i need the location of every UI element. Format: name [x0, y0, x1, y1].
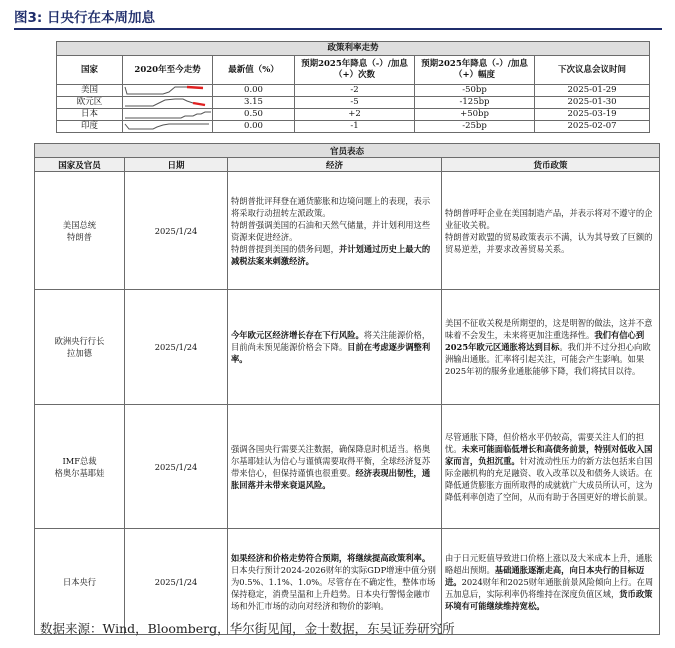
official-title: 欧洲央行行长 [54, 336, 105, 346]
statement-text [445, 552, 656, 612]
header-latest: 最新值（%） [213, 56, 295, 85]
monetary-statement [442, 405, 660, 529]
official-name-cell [35, 290, 125, 405]
country-cell: 欧元区 [57, 97, 123, 109]
header-monetary: 货币政策 [442, 158, 660, 172]
header-next-meeting: 下次议息会议时间 [535, 56, 650, 85]
statement-text [231, 329, 438, 365]
statement-text [231, 552, 438, 612]
statement-text: 针对流动性压力的新方法包括来自国际金融机构的充足融资、收入改革以及和债务人谈话。在降低通货膨胀方面所取得的成就就广大成员所认可，这为降低利率创造了空间，从而有助于各国更好的增长前景。 [445, 455, 653, 502]
policy-row-india [57, 121, 650, 133]
statement-text [231, 243, 438, 267]
next-meeting-cell: 2025-03-19 [535, 109, 650, 121]
official-row-ecb-president [35, 290, 660, 405]
latest-value-cell: 0.00 [213, 121, 295, 133]
header-trend: 2020年至今走势 [123, 56, 213, 85]
statement-text: 。我们并不过分担心向欧洲输出通胀。汇率将引起关注，可能会产生影响。如果2025年初的服务业通胀能够下降，我们将拭目以待。 [445, 342, 651, 376]
monetary-statement [442, 290, 660, 405]
statement-text: 美国不征收关税是所期望的，这是明智的做法，这并不意味着不会发生，未来将更加注重选择性。 [445, 318, 653, 340]
header-economy: 经济 [228, 158, 442, 172]
statement-text: 2024财年和2025财年通胀前景风险倾向上行。在周五加息后，实际利率仍将维持在深度负值区域， [445, 576, 654, 599]
latest-value-cell: 0.50 [213, 109, 295, 121]
latest-value-cell: 3.15 [213, 97, 295, 109]
title-divider [14, 28, 662, 30]
officials-table-banner: 官员表态 [35, 144, 660, 158]
officials-statements-table [34, 143, 660, 635]
official-row-us-president [35, 172, 660, 290]
statement-date: 2025/1/24 [125, 529, 228, 635]
statement-text: 特朗普提到美国的债务问题， [231, 243, 339, 254]
header-cut-count: 预期2025年降息（-）/加息（+）次数 [295, 56, 415, 85]
policy-row-us [57, 85, 650, 97]
economy-statement [228, 172, 442, 290]
economy-statement [228, 290, 442, 405]
trend-sparkline-japan [123, 109, 213, 121]
next-meeting-cell: 2025-01-30 [535, 97, 650, 109]
next-meeting-cell: 2025-02-07 [535, 121, 650, 133]
statement-highlight: 今年欧元区经济增长存在下行风险。 [231, 330, 364, 340]
trend-sparkline-india [123, 121, 213, 133]
policy-row-eurozone [57, 97, 650, 109]
statement-text [231, 443, 438, 491]
cut-count-cell: +2 [295, 109, 415, 121]
sparkline-chart [123, 121, 213, 132]
statement-text [445, 317, 656, 377]
header-official: 国家及官员 [35, 158, 125, 172]
header-cut-bp: 预期2025年降息（-）/加息（+）幅度 [415, 56, 535, 85]
cut-bp-cell: +50bp [415, 109, 535, 121]
cut-bp-cell: -25bp [415, 121, 535, 133]
official-name-cell [35, 172, 125, 290]
monetary-statement [442, 529, 660, 635]
official-row-imf-md [35, 405, 660, 529]
official-name: 格奥尔基耶娃 [54, 467, 105, 478]
statement-highlight: 货币政策环境有可能继续维持宽松。 [445, 588, 653, 611]
trend-sparkline-eurozone [123, 97, 213, 109]
trend-sparkline-us [123, 85, 213, 97]
statement-text: 特朗普对欧盟的贸易政策表示不满，认为其导致了巨额的贸易逆差，并要求改善贸易关系。 [445, 231, 653, 254]
statement-text: 特朗普批评拜登在通货膨胀和边境问题上的表现，表示将采取行动扭转左派政策。 [231, 195, 431, 218]
statement-highlight: 未来可能面临低增长和高债务前景，特别对低收入国家而言，负担沉重。 [445, 443, 653, 466]
official-name-cell [35, 405, 125, 529]
cut-bp-cell: -125bp [415, 97, 535, 109]
country-cell: 日本 [57, 109, 123, 121]
header-country: 国家 [57, 56, 123, 85]
policy-table-banner: 政策利率走势 [57, 42, 650, 56]
statement-text: 由于日元贬值导致进口价格上涨以及大米成本上升，通胀略超出预期。 [445, 552, 653, 575]
country-cell: 美国 [57, 85, 123, 97]
official-name: 拉加德 [67, 348, 92, 358]
cut-count-cell: -5 [295, 97, 415, 109]
cut-count-cell: -2 [295, 85, 415, 97]
statement-date: 2025/1/24 [125, 405, 228, 529]
statement-text [445, 431, 656, 503]
statement-highlight: 经济表现出韧性，通胀回落并未带来衰退风险。 [231, 467, 431, 490]
policy-rate-table [56, 41, 650, 133]
statement-date: 2025/1/24 [125, 172, 228, 290]
statement-text: 强调各国央行需要关注数据，确保降息时机适当。格奥尔基耶娃认为信心与谨慎需要取得平衡，全球经济复苏带来信心，但保持谨慎也很重要。 [231, 443, 431, 478]
statement-highlight: 我们有信心到2025年欧元区通胀将达到目标 [445, 330, 645, 352]
sparkline-chart [123, 85, 213, 96]
statement-date: 2025/1/24 [125, 290, 228, 405]
next-meeting-cell: 2025-01-29 [535, 85, 650, 97]
official-title: IMF总裁 [62, 455, 97, 466]
official-title: 美国总统 [62, 219, 97, 230]
header-date: 日期 [125, 158, 228, 172]
country-cell: 印度 [57, 121, 123, 133]
sparkline-chart [123, 97, 213, 108]
cut-bp-cell: -50bp [415, 85, 535, 97]
official-name: 特朗普 [67, 231, 92, 242]
statement-text: 特朗普呼吁企业在美国制造产品，并表示将对不遵守的企业征收关税。 [445, 207, 653, 230]
latest-value-cell: 0.00 [213, 85, 295, 97]
statement-text: 尽管通胀下降，但价格水平仍较高，需要关注人们的担忧。 [445, 431, 645, 454]
figure-title: 图3: 日央行在本周加息 [14, 10, 155, 26]
statement-highlight: 并计划通过历史上最大的减税法案来刺激经济。 [231, 243, 431, 266]
economy-statement [228, 405, 442, 529]
statement-text: 将关注能源价格，目前尚未预见能源价格会下降。 [231, 330, 431, 352]
sparkline-chart [123, 109, 213, 120]
statement-text: 日本央行预计2024-2026财年的实际GDP增速中值分别为0.5%、1.1%、1.0%。尽管存在不确定性，整体市场保持稳定，消费呈温和上升趋势。日本央行警惕金融市场和外汇市场的动向对经济和物价的影响。 [231, 564, 436, 611]
monetary-statement [442, 172, 660, 290]
official-title: 日本央行 [62, 576, 97, 587]
cut-count-cell: -1 [295, 121, 415, 133]
statement-text: 特朗普强调美国的石油和天然气储量，并计划利用这些资源来促进经济。 [231, 219, 431, 242]
statement-highlight: 基础通胀逐渐走高，向日本央行的目标迈进。 [445, 564, 645, 587]
statement-highlight: 目前在考虑逐步调整利率。 [231, 342, 431, 364]
statement-highlight: 如果经济和价格走势符合预期，将继续提高政策利率。 [231, 552, 431, 563]
data-source-note: 数据来源：Wind，Bloomberg，华尔街见闻，金十数据，东吴证券研究所 [40, 621, 455, 636]
policy-row-japan [57, 109, 650, 121]
